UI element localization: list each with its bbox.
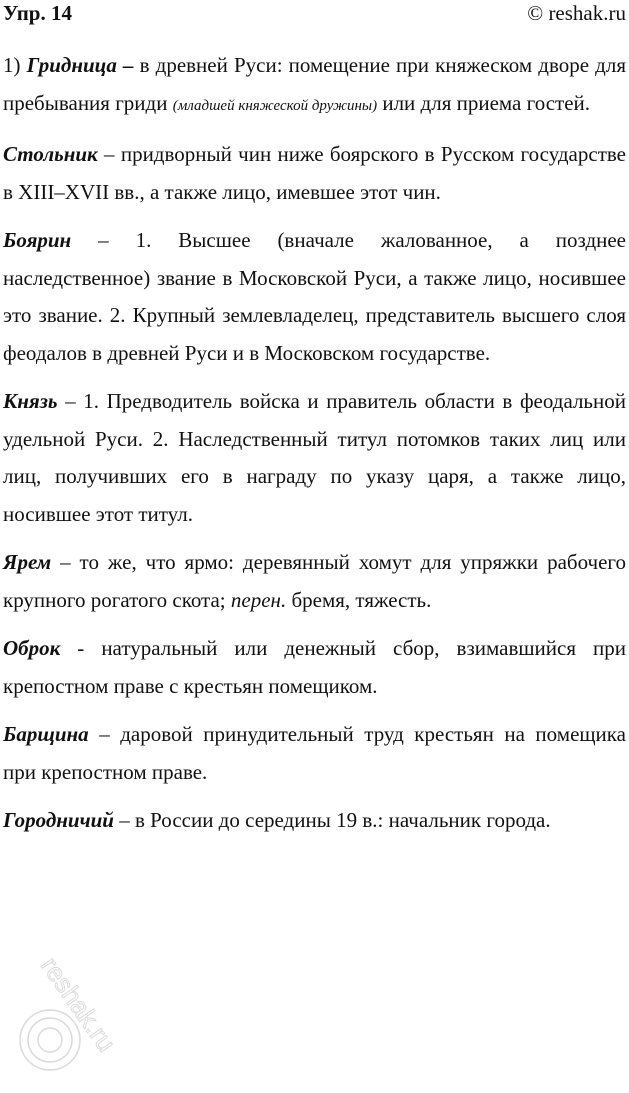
definition-text: в России до середины 19 в.: начальник города. [134,808,551,832]
definition-stolnik [3,136,626,211]
term: Оброк [3,636,61,660]
term: Князь [3,389,58,413]
definition-note: перен. [230,587,287,612]
definition-gridnitsa [3,47,626,125]
definition-obrok [3,630,626,705]
definition-text: то же, что ярмо: деревянный хомут для упряжки рабочего крупного рогатого скота; [3,550,627,612]
term: Ярем [3,550,52,574]
definition-text: в древней Руси: помещение при княжеском дворе для пребывания гриди [3,53,627,115]
term: Барщина [3,722,89,746]
svg-text:reshak.ru: reshak.ru [35,955,122,1058]
definition-text-after: бремя, тяжесть. [286,587,432,612]
term: Стольник [3,142,98,166]
dash: – [57,389,84,413]
definition-yarem [3,544,626,619]
definition-gorodnichiy [3,802,626,840]
source-credit: © reshak.ru [527,1,626,25]
definition-text: придворный чин ниже боярского в Русском государстве в XIII–XVII вв., а также лицо, имевшее этот чин. [3,142,626,204]
dash: – [88,722,121,746]
definition-knyaz [3,383,626,533]
dash: - [60,636,102,660]
definition-note: (младшей княжеской дружины) [172,97,378,114]
definition-text-after: или для приема гостей. [377,90,591,115]
dash: – [97,142,121,166]
dash: – [113,808,135,832]
definition-text: 1. Высшее (вначале жалованное, а позднее наследственное) звание в Московской Руси, а также лицо, носившее это звание. 2. Крупный землевладелец, представитель высшего слоя феодалов в древней Руси и в Московском государстве. [3,228,627,365]
dash: – [51,550,80,574]
definition-text: натуральный или денежный сбор, взимавшийся при крепостном праве с крестьян помещиком. [3,636,626,698]
definition-boyarin [3,222,626,372]
exercise-title: Упр. 14 [3,1,72,25]
page-header [0,0,629,40]
term: Гридница – [26,53,140,77]
definition-text: 1. Предводитель войска и правитель области в феодальной удельной Руси. 2. Наследственный титул потомков таких лиц или лиц, получивших его в награду по указу царя, а также лицо, носившее этот титул. [3,389,626,526]
watermark [10,955,140,1085]
term: Боярин [3,228,72,252]
definition-text: даровой принудительный труд крестьян на помещика при крепостном праве. [3,722,626,784]
term: Городничий [3,808,114,832]
definitions-list [3,47,626,851]
definition-barshchina [3,716,626,791]
copyright-watermark-icon [10,955,140,1085]
dash: – [71,228,136,252]
entry-number: 1) [3,53,27,77]
